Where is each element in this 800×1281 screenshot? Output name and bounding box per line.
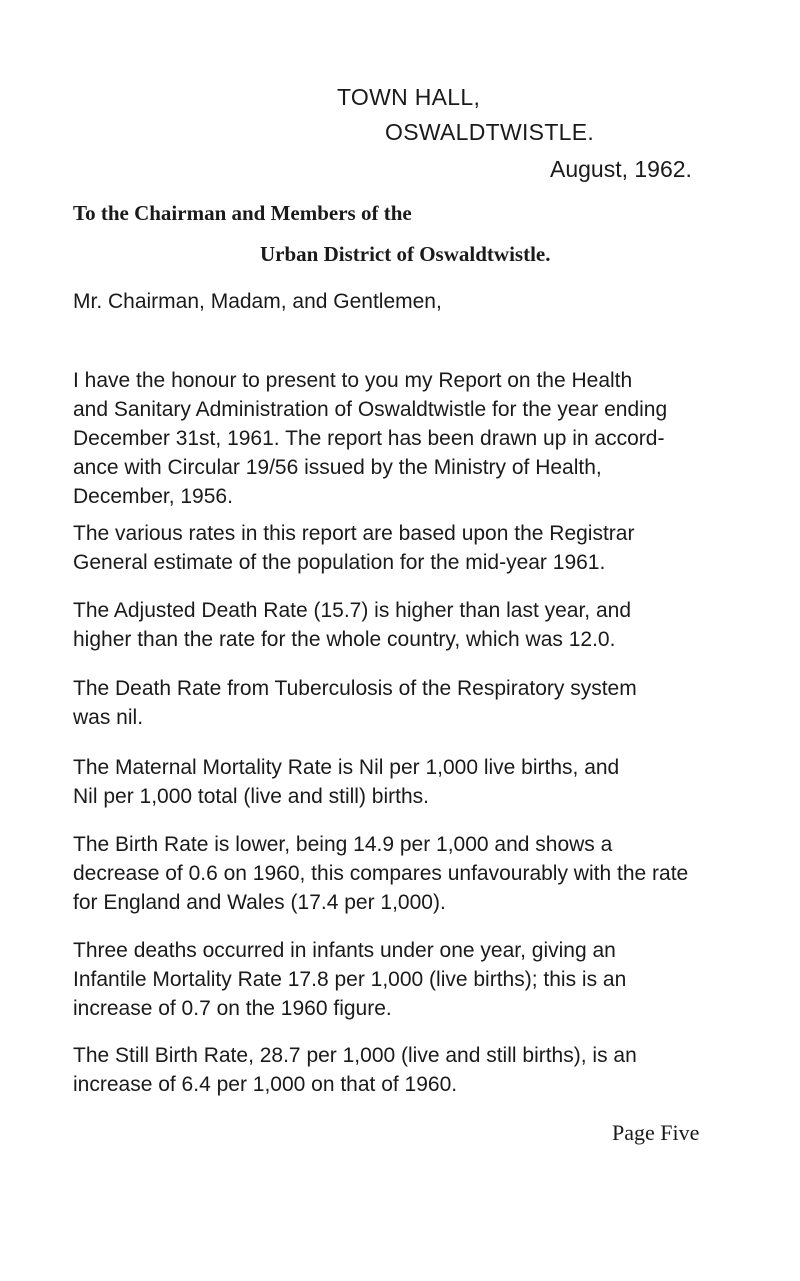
text-line: The Maternal Mortality Rate is Nil per 1,000 live births, and <box>73 756 620 779</box>
text-line: increase of 6.4 per 1,000 on that of 1960. <box>73 1073 458 1096</box>
text-line: decrease of 0.6 on 1960, this compares unfavourably with the rate <box>73 862 689 885</box>
text-line: General estimate of the population for the mid-year 1961. <box>73 551 606 574</box>
page-number-label: Page Five <box>612 1120 700 1145</box>
paragraph-still-birth-rate <box>73 1041 743 1099</box>
paragraph-population-estimate <box>73 519 743 577</box>
paragraph-report-intro <box>73 366 743 511</box>
address-line-1: TOWN HALL, <box>337 84 481 110</box>
paragraph-maternal-mortality <box>73 753 743 811</box>
paragraph-infantile-mortality <box>73 936 743 1023</box>
text-line: increase of 0.7 on the 1960 figure. <box>73 997 392 1020</box>
text-line: The various rates in this report are based upon the Registrar <box>73 522 635 545</box>
text-line: Infantile Mortality Rate 17.8 per 1,000 (live births); this is an <box>73 968 627 991</box>
text-line: December, 1956. <box>73 485 233 508</box>
text-line: Three deaths occurred in infants under one year, giving an <box>73 939 616 962</box>
text-line: I have the honour to present to you my Report on the Health <box>73 369 633 392</box>
paragraph-birth-rate <box>73 830 743 917</box>
paragraph-tuberculosis <box>73 674 743 732</box>
text-line: and Sanitary Administration of Oswaldtwistle for the year ending <box>73 398 668 421</box>
address-line-2: OSWALDTWISTLE. <box>385 119 595 145</box>
text-line: for England and Wales (17.4 per 1,000). <box>73 891 446 914</box>
text-line: higher than the rate for the whole country, which was 12.0. <box>73 628 616 651</box>
text-line: The Birth Rate is lower, being 14.9 per 1,000 and shows a <box>73 833 613 856</box>
text-line: The Still Birth Rate, 28.7 per 1,000 (live and still births), is an <box>73 1044 637 1067</box>
text-line: December 31st, 1961. The report has been drawn up in accord- <box>73 427 665 450</box>
salutation: Mr. Chairman, Madam, and Gentlemen, <box>73 290 442 313</box>
text-line: The Adjusted Death Rate (15.7) is higher than last year, and <box>73 599 632 622</box>
text-line: Nil per 1,000 total (live and still) births. <box>73 785 429 808</box>
paragraph-adjusted-death-rate <box>73 596 743 654</box>
addressee-line-1: To the Chairman and Members of the <box>73 201 412 225</box>
text-line: The Death Rate from Tuberculosis of the Respiratory system <box>73 677 637 700</box>
letter-date: August, 1962. <box>550 156 692 182</box>
addressee-line-2: Urban District of Oswaldtwistle. <box>260 242 551 266</box>
text-line: was nil. <box>73 706 144 729</box>
text-line: ance with Circular 19/56 issued by the Ministry of Health, <box>73 456 602 479</box>
